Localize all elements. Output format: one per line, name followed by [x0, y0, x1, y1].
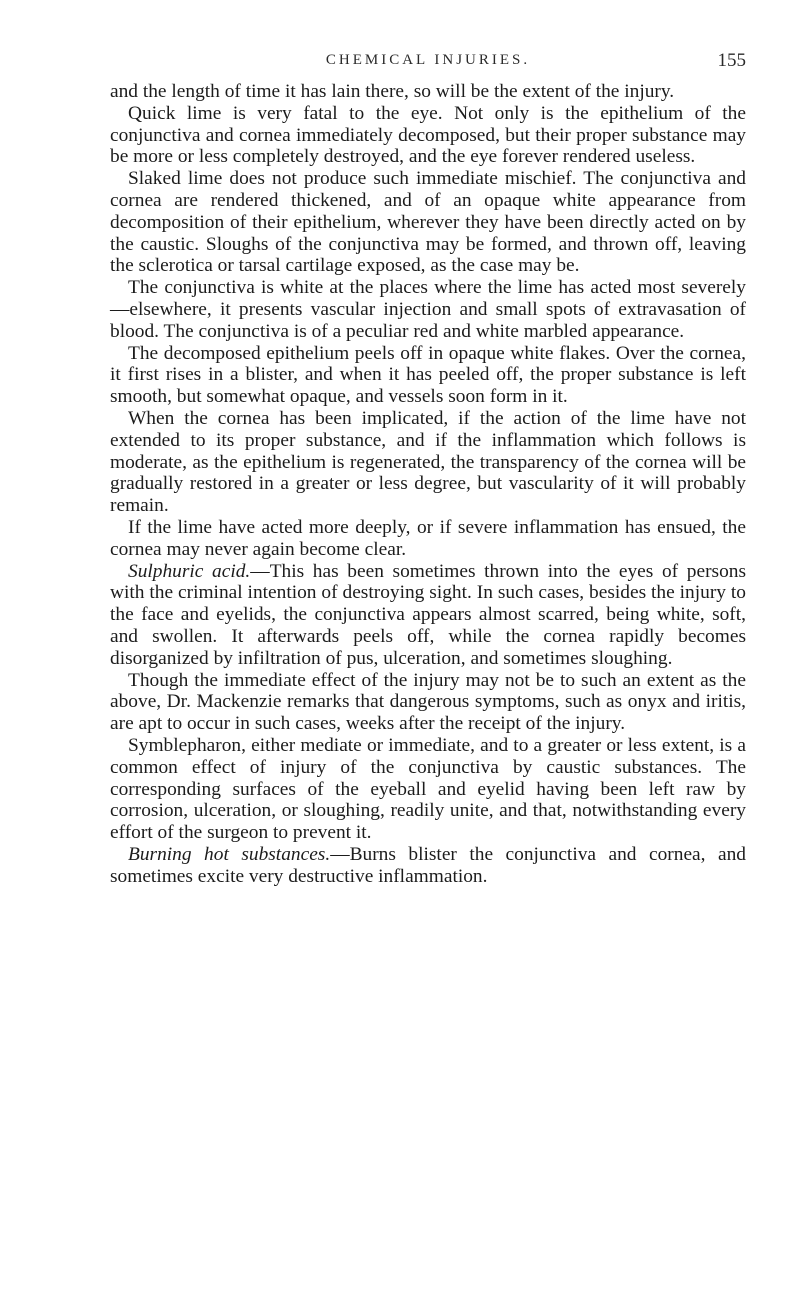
- paragraph-text: —This has been sometimes thrown into the eyes of persons with the criminal intention of destroying sight. In such cases, besides the injury to the face and eyelids, the conjunctiva appears almost scarred, being white, soft, and swollen. It afterwards peels off, while the cornea rapidly becomes disorganized by infiltration of pus, ulceration, and sometimes sloughing.: [110, 560, 747, 669]
- section-lead: Burning hot substances.: [128, 843, 331, 865]
- paragraph-text: When the cornea has been implicated, if the action of the lime have not extended to its proper substance, and if the inflammation which follows is moderate, as the epithelium is regenerated, the transparency of the cornea will be gradually restored in a greater or less degree, but vascularity of it will probably remain.: [110, 407, 746, 517]
- paragraph-text: Symblepharon, either mediate or immediate, and to a greater or less extent, is a common effect of injury of the conjunctiva by caustic substances. The corresponding surfaces of the eyeball and eyelid having been left raw by corrosion, ulceration, or sloughing, readily unite, and that, notwithstanding every effort of the surgeon to prevent it.: [110, 734, 746, 844]
- paragraph-text: Quick lime is very fatal to the eye. Not only is the epithelium of the conjunctiva and cornea immediately decomposed, but their proper substance may be more or less completely destroyed, and the eye forever rendered useless.: [110, 102, 746, 168]
- running-head: CHEMICAL INJURIES.: [325, 52, 531, 68]
- paragraph: [110, 670, 746, 735]
- paragraph-text: If the lime have acted more deeply, or if severe inflammation has ensued, the cornea may never again become clear.: [110, 516, 746, 560]
- paragraph-text: and the length of time it has lain there, so will be the extent of the injury.: [110, 81, 675, 102]
- paragraph: [110, 343, 746, 408]
- paragraph-text: —Burns blister the conjunctiva and cornea, and sometimes excite very destructive inflammation.: [110, 843, 746, 887]
- section-lead: Sulphuric acid.: [128, 560, 251, 582]
- paragraph: [110, 168, 746, 277]
- page-header: [110, 52, 746, 78]
- paragraph: [110, 81, 746, 103]
- paragraph: [110, 561, 746, 670]
- page-number: 155: [717, 50, 746, 71]
- paragraph-text: The decomposed epithelium peels off in opaque white flakes. Over the cornea, it first rises in a blister, and when it has peeled off, the proper substance is left smooth, but somewhat opaque, and vessels soon form in it.: [110, 342, 746, 408]
- paragraph: [110, 735, 746, 844]
- paragraph: [110, 277, 746, 342]
- paragraph-text: The conjunctiva is white at the places where the lime has acted most severely—elsewhere, it presents vascular injection and small spots of extravasation of blood. The conjunctiva is of a peculiar red and white marbled appearance.: [110, 277, 746, 342]
- paragraph-text: Though the immediate effect of the injury may not be to such an extent as the above, Dr. Mackenzie remarks that dangerous symptoms, such as onyx and iritis, are apt to occur in such cases, weeks after the receipt of the injury.: [110, 669, 746, 735]
- paragraph: [110, 517, 746, 561]
- paragraph: [110, 103, 746, 168]
- body-text: [110, 81, 746, 887]
- paragraph: [110, 408, 746, 517]
- paragraph-text: Slaked lime does not produce such immediate mischief. The conjunctiva and cornea are rendered thickened, and of an opaque white appearance from decomposition of their epithelium, wherever they have been directly acted on by the caustic. Sloughs of the conjunctiva may be formed, and thrown off, leaving the sclerotica or tarsal cartilage exposed, as the case may be.: [110, 168, 746, 277]
- paragraph: [110, 844, 746, 888]
